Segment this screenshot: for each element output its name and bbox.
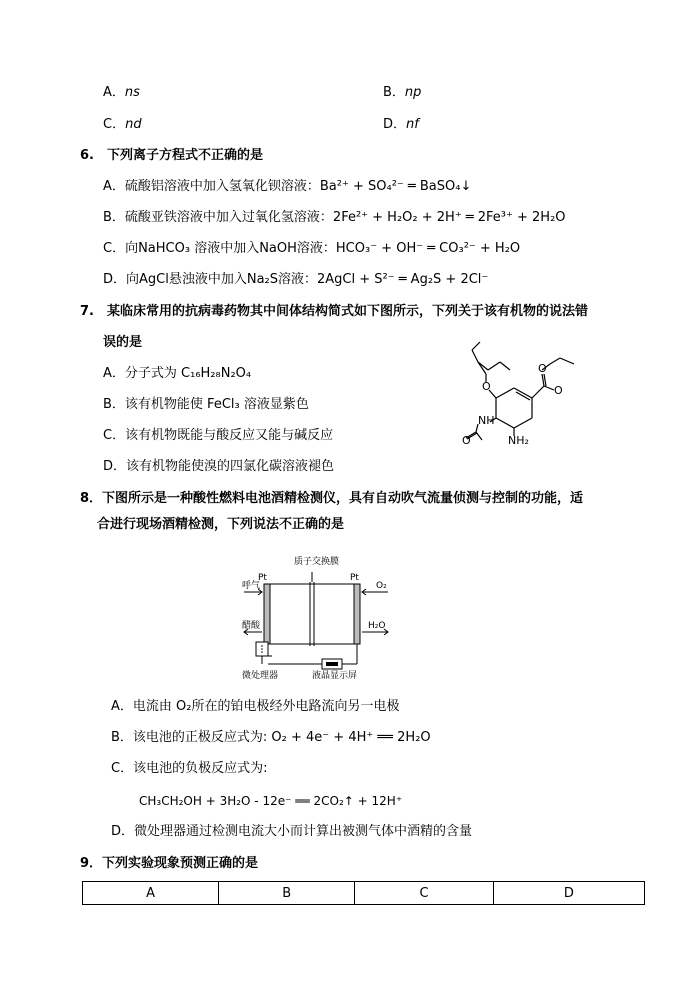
q8-label-membrane: 质子交换膜	[294, 557, 340, 567]
q7-option-c: C．该有机物既能与酸反应又能与碱反应	[103, 428, 334, 443]
q8-label-o2: O₂	[376, 581, 387, 591]
q7-title-line2: 误的是	[103, 335, 143, 350]
q7-struct-nh2: NH₂	[508, 434, 529, 444]
q8-title-line1: 8．下图所示是一种酸性燃料电池酒精检测仪，具有自动吹气流量侦测与控制的功能，适	[80, 491, 584, 506]
q7-option-b: B．该有机物能使 FeCl₃ 溶液显紫色	[103, 397, 309, 412]
q5-option-d: D．nf	[383, 117, 419, 132]
q9-header-d: D	[493, 882, 644, 905]
q7-struct-nh: NH	[478, 414, 495, 427]
q8-option-a: A．电流由 O₂所在的铂电极经外电路流向另一电极	[111, 699, 400, 714]
q7-struct-o-ester: O	[554, 384, 563, 397]
q9-table	[82, 881, 645, 905]
q5-option-a: A．ns	[103, 85, 140, 100]
q8-title-line2: 合进行现场酒精检测，下列说法不正确的是	[97, 517, 345, 532]
q6-title: 6. 下列离子方程式不正确的是	[80, 148, 263, 163]
q6-option-c: C．向NaHCO₃ 溶液中加入NaOH溶液：HCO₃⁻ + OH⁻ ═ CO₃²⁻ + H₂O	[103, 241, 521, 256]
q5-option-b: B．np	[383, 85, 422, 100]
q6-option-a: A．硫酸铝溶液中加入氢氧化钡溶液：Ba²⁺ + SO₄²⁻ ═ BaSO₄↓	[103, 179, 472, 194]
q8-label-pt-left: Pt	[258, 573, 267, 583]
q8-option-b: B．该电池的正极反应式为: O₂ + 4e⁻ + 4H⁺ ══ 2H₂O	[111, 730, 431, 745]
q8-label-breath: 呼气	[242, 581, 261, 591]
q7-struct-o-carbonyl: O	[538, 362, 547, 375]
q7-struct-o-amide: O	[462, 434, 471, 444]
q9-title: 9．下列实验现象预测正确的是	[80, 856, 259, 871]
q8-label-acetic-acid: 醋酸	[242, 621, 261, 631]
q8-label-h2o: H₂O	[368, 621, 386, 631]
table-row	[83, 882, 645, 905]
q9-header-a: A	[83, 882, 219, 905]
q8-fuel-cell-diagram	[242, 552, 414, 680]
q7-option-a: A．分子式为 C₁₆H₂₈N₂O₄	[103, 366, 252, 381]
q6-option-b: B．硫酸亚铁溶液中加入过氧化氢溶液：2Fe²⁺ + H₂O₂ + 2H⁺ ═ 2Fe³⁺ + 2H₂O	[103, 210, 566, 225]
q8-label-microprocessor: 微处理器	[242, 671, 279, 680]
q6-option-d: D．向AgCl悬浊液中加入Na₂S溶液：2AgCl + S²⁻ ═ Ag₂S + 2Cl⁻	[103, 272, 489, 287]
q8-label-lcd: 液晶显示屏	[312, 671, 358, 680]
q8-option-c-equation: CH₃CH₂OH + 3H₂O - 12e⁻ ══ 2CO₂↑ + 12H⁺	[139, 794, 403, 808]
q7-struct-o-ether: O	[482, 380, 491, 393]
q8-option-c: C．该电池的负极反应式为:	[111, 761, 268, 776]
q9-header-c: C	[355, 882, 493, 905]
q7-title-line1: 7. 某临床常用的抗病毒药物其中间体结构简式如下图所示，下列关于该有机物的说法错	[80, 304, 588, 319]
q9-header-b: B	[219, 882, 355, 905]
q7-option-d: D．该有机物能使溴的四氯化碳溶液褪色	[103, 459, 335, 474]
q7-structure-diagram	[462, 340, 582, 444]
q8-option-d: D．微处理器通过检测电流大小而计算出被测气体中酒精的含量	[111, 824, 473, 839]
q5-option-c: C．nd	[103, 117, 142, 132]
q8-label-pt-right: Pt	[350, 573, 359, 583]
